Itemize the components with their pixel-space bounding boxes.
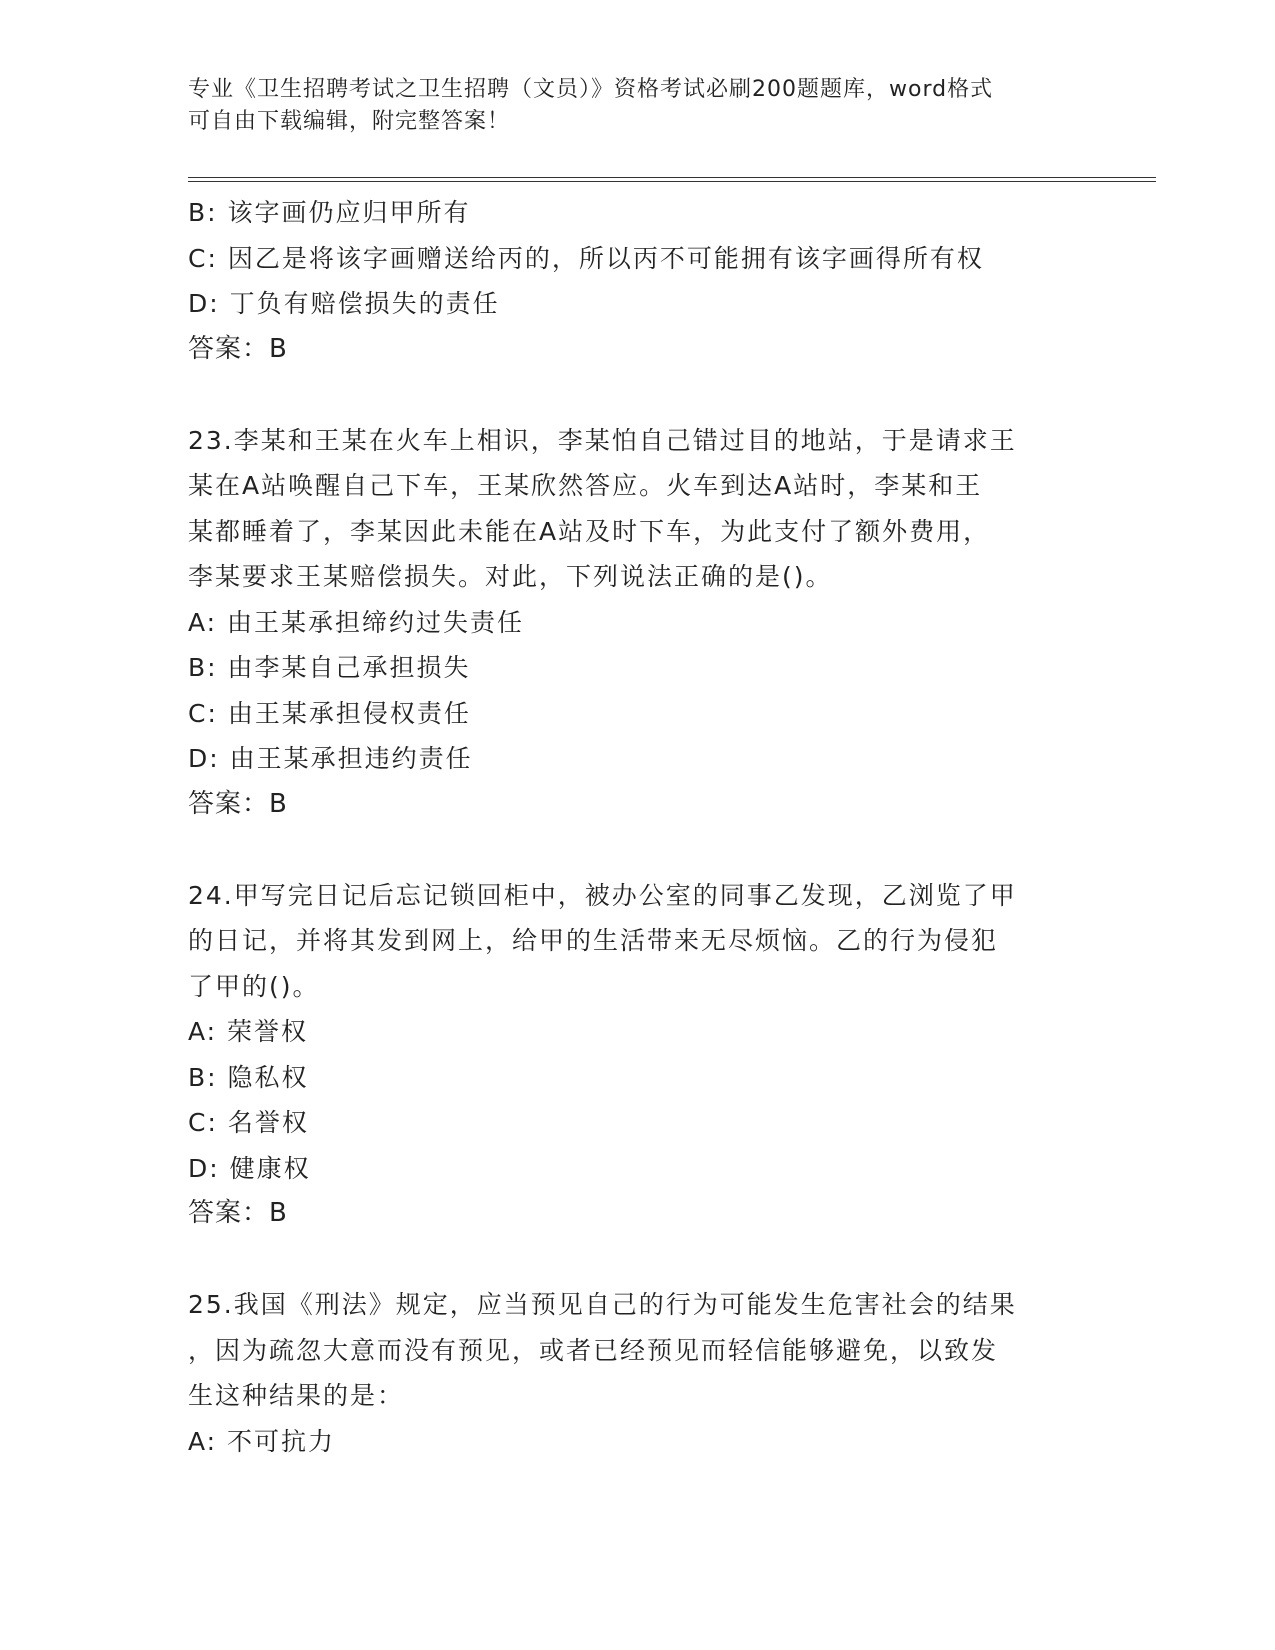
question-text-line: 某在A站唤醒自己下车，王某欣然答应。火车到达A站时，李某和王 — [188, 471, 983, 500]
answer: 答案：B — [188, 788, 288, 819]
option-b: B: 该字画仍应归甲所有 — [188, 198, 471, 227]
question-22-tail — [188, 190, 1083, 372]
question-text-line: 某都睡着了，李某因此未能在A站及时下车，为此支付了额外费用， — [188, 516, 991, 546]
spacer — [188, 372, 1083, 418]
option-a: A: 不可抗力 — [188, 1426, 336, 1456]
option-b: B: 隐私权 — [188, 1062, 309, 1092]
question-text-line: 24.甲写完日记后忘记锁回柜中，被办公室的同事乙发现，乙浏览了甲 — [188, 880, 1017, 910]
question-text-line: 李某要求王某赔偿损失。对此，下列说法正确的是()。 — [188, 562, 833, 591]
spacer — [188, 827, 1083, 873]
header-line-1: 专业《卫生招聘考试之卫生招聘（文员）》资格考试必刷200题题库，word格式 — [188, 77, 994, 102]
question-24 — [188, 873, 1083, 1237]
question-25 — [188, 1282, 1083, 1464]
question-text-line: ，因为疏忽大意而没有预见，或者已经预见而轻信能够避免，以致发 — [188, 1335, 999, 1365]
question-text-line: 25.我国《刑法》规定，应当预见自己的行为可能发生危害社会的结果 — [188, 1290, 1017, 1319]
question-text-line: 23.李某和王某在火车上相识，李某怕自己错过目的地站，于是请求王 — [188, 425, 1017, 455]
option-d: D: 丁负有赔偿损失的责任 — [188, 289, 500, 318]
header-divider-bottom — [188, 181, 1156, 182]
option-c: C: 名誉权 — [188, 1108, 309, 1137]
question-text-line: 了甲的()。 — [188, 971, 320, 1001]
spacer — [188, 1237, 1083, 1283]
option-d: D: 由王某承担违约责任 — [188, 744, 473, 773]
option-a: A: 荣誉权 — [188, 1017, 309, 1046]
question-text-line: 生这种结果的是： — [188, 1381, 405, 1410]
answer: 答案：B — [188, 1198, 288, 1228]
option-a: A: 由王某承担缔约过失责任 — [188, 607, 525, 637]
answer: 答案：B — [188, 333, 288, 364]
question-text-line: 的日记，并将其发到网上，给甲的生活带来无尽烦恼。乙的行为侵犯 — [188, 926, 999, 955]
document-header — [188, 74, 1088, 138]
header-divider-top — [188, 177, 1156, 178]
option-c: C: 因乙是将该字画赠送给丙的，所以丙不可能拥有该字画得所有权 — [188, 243, 984, 273]
option-c: C: 由王某承担侵权责任 — [188, 698, 471, 728]
question-23 — [188, 418, 1083, 828]
document-body — [188, 190, 1083, 1464]
option-b: B: 由李某自己承担损失 — [188, 653, 471, 682]
option-d: D: 健康权 — [188, 1153, 311, 1183]
header-line-2: 可自由下载编辑，附完整答案！ — [188, 109, 511, 134]
